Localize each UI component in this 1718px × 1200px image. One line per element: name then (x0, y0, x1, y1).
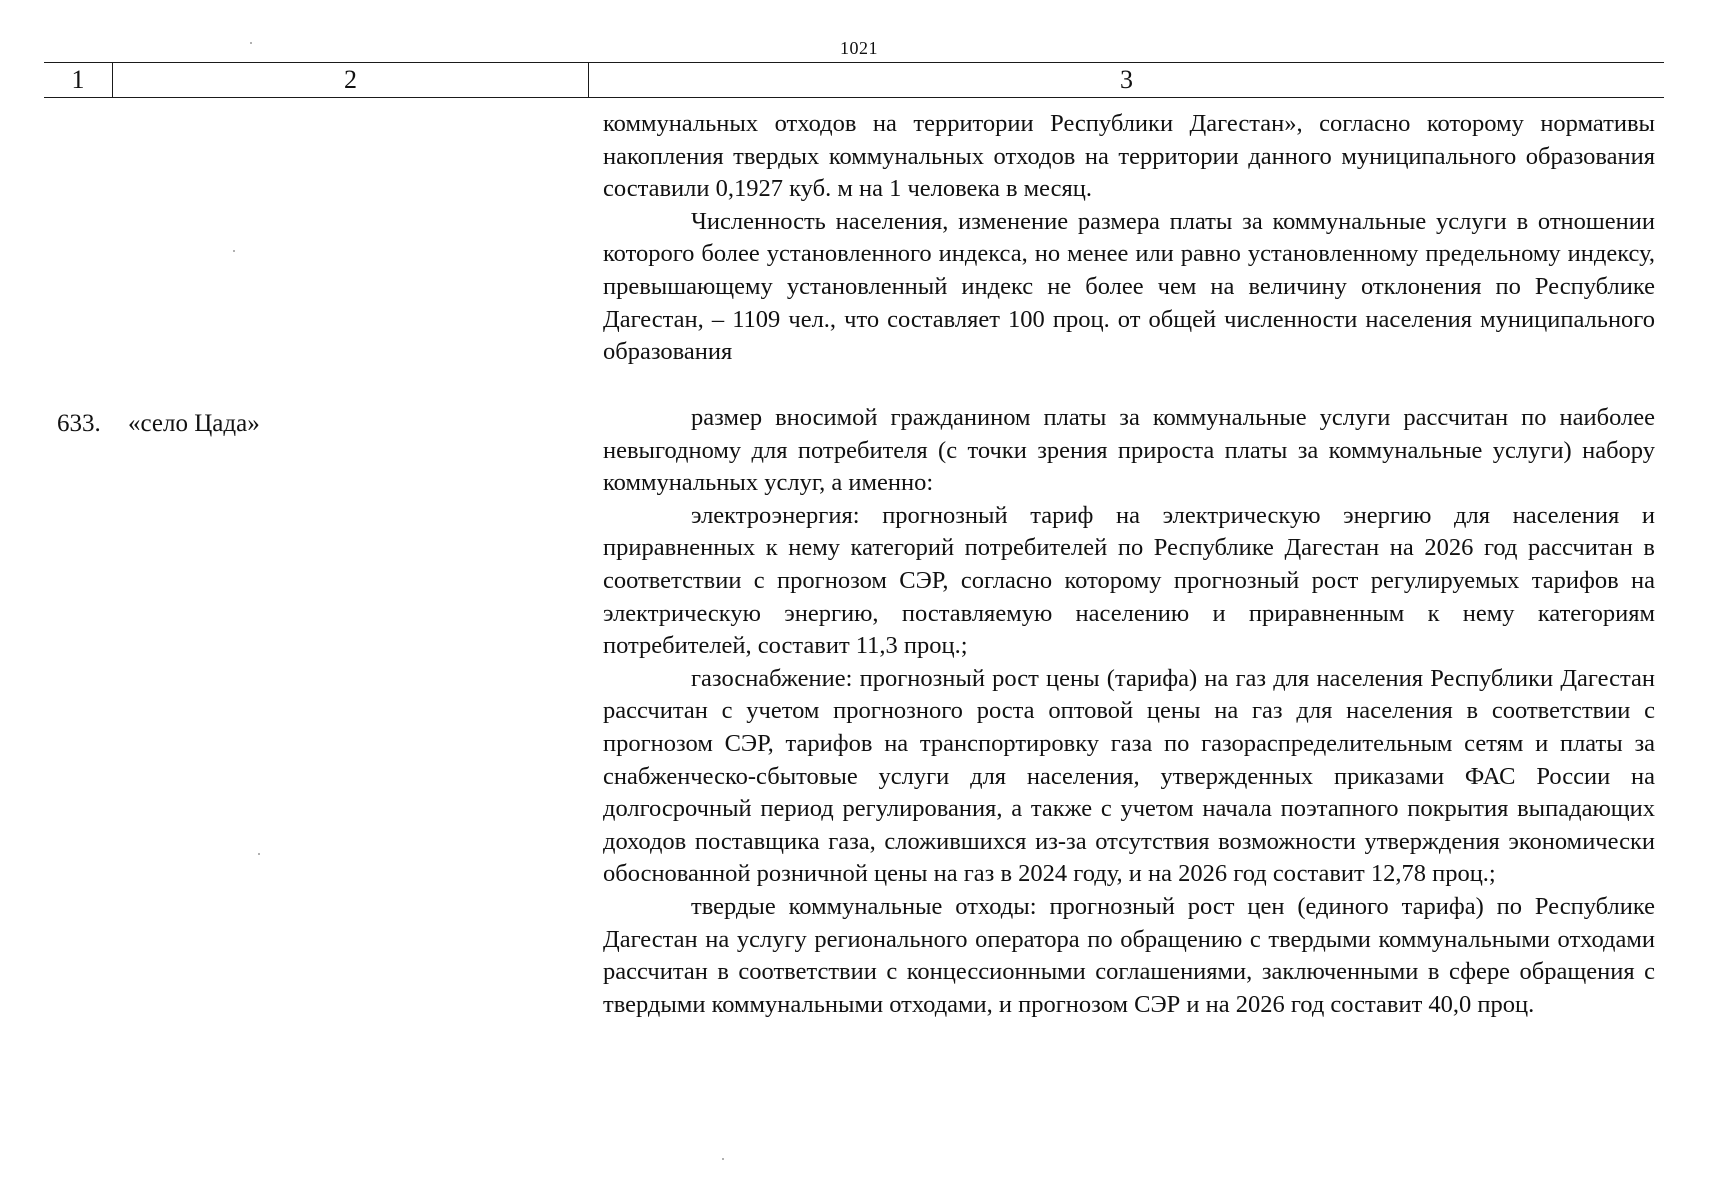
row-description (603, 402, 1655, 1021)
column-number-3: 3 (1120, 65, 1133, 94)
scan-speck (258, 853, 260, 855)
table-column-header (44, 62, 1664, 98)
payment-paragraph: размер вносимой гражданином платы за коммунальные услуги рассчитан по наиболее невыгодному для потребителя (с точки зрения прироста платы за коммунальные услуги) набору коммунальных услуг, а именно: (603, 404, 1655, 497)
electricity-paragraph: электроэнергия: прогнозный тариф на электрическую энергию для населения и приравненных к нему категорий потребителей по Республике Дагестан на 2026 год рассчитан в соответствии с прогнозом СЭР, согласно которому прогнозный рост регулируемых тарифов на электрическую энергию, поставляемую населению и приравненным к нему категориям потребителей, составит 11,3 проц.; (603, 501, 1655, 660)
continuation-text (603, 108, 1655, 369)
municipality-name: «село Цада» (128, 410, 260, 437)
population-paragraph: Численность населения, изменение размера платы за коммунальные услуги в отношении которого более установленного индекса, но менее или равно установленному предельному индексу, превышающему установленный индекс не более чем на величину отклонения по Республике Дагестан, – 1109 чел., что составляет 100 проц. от общей численности населения муниципального образования (603, 207, 1655, 366)
waste-paragraph: твердые коммунальные отходы: прогнозный рост цен (единого тарифа) по Республике Дагестан на услугу регионального оператора по обращению с твердыми коммунальными отходами рассчитан в соответствии с концессионными соглашениями, заключенными в сфере обращения с твердыми коммунальными отходами, и прогнозом СЭР и на 2026 год составит 40,0 проц. (603, 892, 1655, 1018)
continuation-paragraph: коммунальных отходов на территории Республики Дагестан», согласно которому нормативы накопления твердых коммунальных отходов на территории данного муниципального образования составили 0,1927 куб. м на 1 человека в месяц. (603, 110, 1655, 203)
column-number-2: 2 (113, 63, 589, 97)
scan-speck (250, 42, 252, 44)
scan-speck (233, 250, 235, 252)
gas-paragraph: газоснабжение: прогнозный рост цены (тарифа) на газ для населения Республики Дагестан рассчитан с учетом прогнозного роста оптовой цены на газ для населения в соответствии с прогнозом СЭР, тарифов на транспортировку газа по газораспределительным сетям и платы за снабженческо-сбытовые услуги для населения, утвержденных приказами ФАС России на долгосрочный период регулирования, а также с учетом начала поэтапного покрытия выпадающих доходов поставщика газа, сложившихся из-за отсутствия возможности утверждения экономически обоснованной розничной цены на газ в 2024 году, и на 2026 год составит 12,78 проц.; (603, 664, 1655, 888)
scan-speck (722, 1158, 724, 1160)
column-number-1: 1 (44, 63, 113, 97)
page-number: 1021 (840, 38, 878, 58)
row-number: 633. (57, 410, 101, 437)
